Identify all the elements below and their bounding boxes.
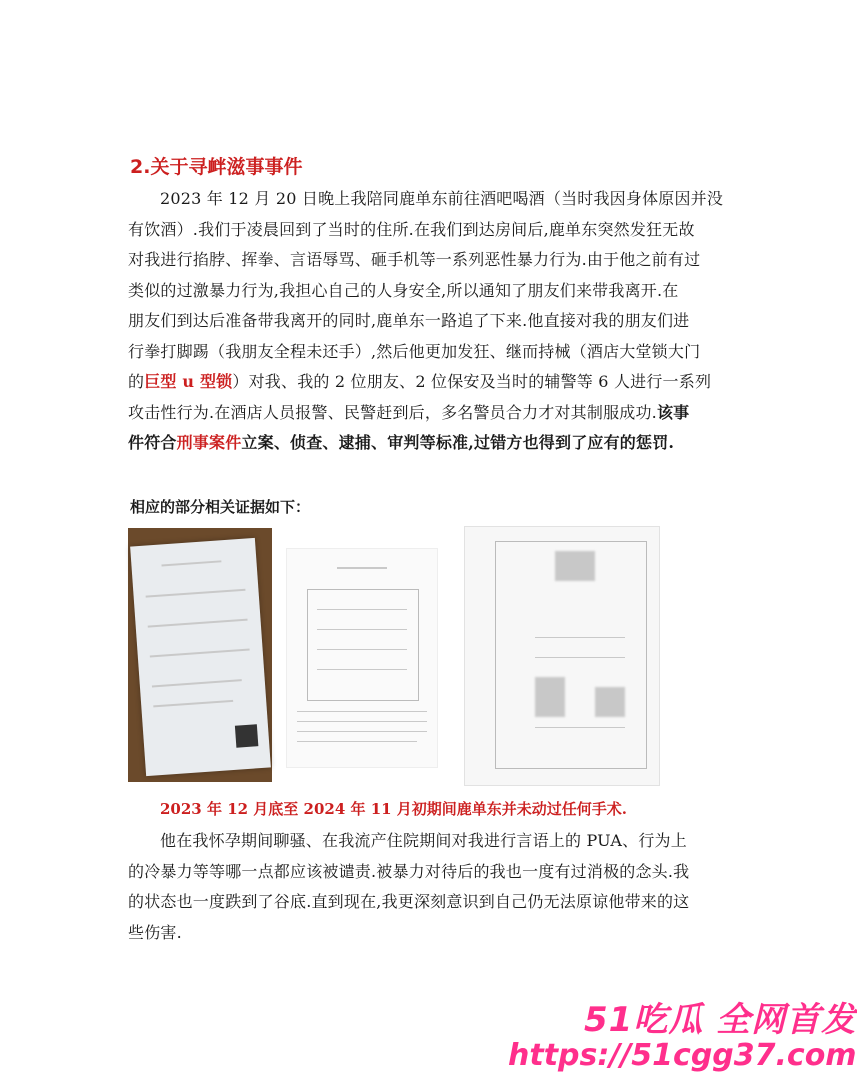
paragraph-line [128,428,678,459]
line-text: ）对我、我的 2 位朋友、2 位保安及当时的辅警等 6 人进行一系列 [232,372,712,391]
evidence-photo-form [286,548,438,768]
evidence-caption: 2023 年 12 月底至 2024 年 11 月初期间鹿单东并未动过任何手术. [160,800,628,818]
evidence-photos [128,526,658,786]
paragraph-incident [128,184,724,459]
evidence-photo-record [464,526,660,786]
paragraph-line: 类似的过激暴力行为,我担心自己的人身安全,所以通知了朋友们来带我离开.在 [128,280,679,300]
paragraph-line: 2023 年 12 月 20 日晚上我陪同鹿单东前往酒吧喝酒（当时我因身体原因并没 [160,189,724,208]
highlight-text: 巨型 u 型锁 [144,372,233,391]
paragraph-conclusion [128,826,690,948]
paragraph-line: 些伤害. [128,922,182,942]
paragraph-line: 行拳打脚踢（我朋友全程未还手）,然后他更加发狂、继而持械（酒店大堂锁大门 [128,341,701,361]
paragraph-line [128,398,690,429]
section-heading: 2.关于寻衅滋事事件 [130,156,303,178]
evidence-heading: 相应的部分相关证据如下： [130,498,311,516]
line-text: 立案、侦查、逮捕、审判等标准,过错方也得到了应有的惩罚. [241,433,675,452]
paragraph-line: 的冷暴力等等哪一点都应该被谴责.被暴力对待后的我也一度有过消极的念头.我 [128,861,690,881]
watermark-logo: 51吃瓜 全网首发 [584,1000,857,1040]
paragraph-line: 有饮酒）.我们于凌晨回到了当时的住所.在我们到达房间后,鹿单东突然发狂无故 [128,219,695,239]
line-text: 件符合 [128,433,177,452]
paragraph-line: 的状态也一度跌到了谷底.直到现在,我更深刻意识到自己仍无法原谅他带来的这 [128,892,690,911]
highlight-text: 刑事案件 [176,433,242,452]
paragraph-line: 朋友们到达后准备带我离开的同时,鹿单东一路追了下来.他直接对我的朋友们进 [128,311,690,330]
paragraph-line: 对我进行掐脖、挥拳、言语辱骂、砸手机等一系列恶性暴力行为.由于他之前有过 [128,250,701,269]
paragraph-line: 他在我怀孕期间聊骚、在我流产住院期间对我进行言语上的 PUA、行为上 [160,831,687,850]
line-text: 的 [128,372,145,391]
watermark-url: https://51cgg37.com [508,1038,857,1073]
line-text: 攻击性行为.在酒店人员报警、民警赶到后，多名警员合力才对其制服成功. [128,402,657,422]
paragraph-line [128,367,712,398]
evidence-photo-document [128,528,272,782]
paper-image [130,538,271,776]
bold-text: 该事 [656,402,690,422]
